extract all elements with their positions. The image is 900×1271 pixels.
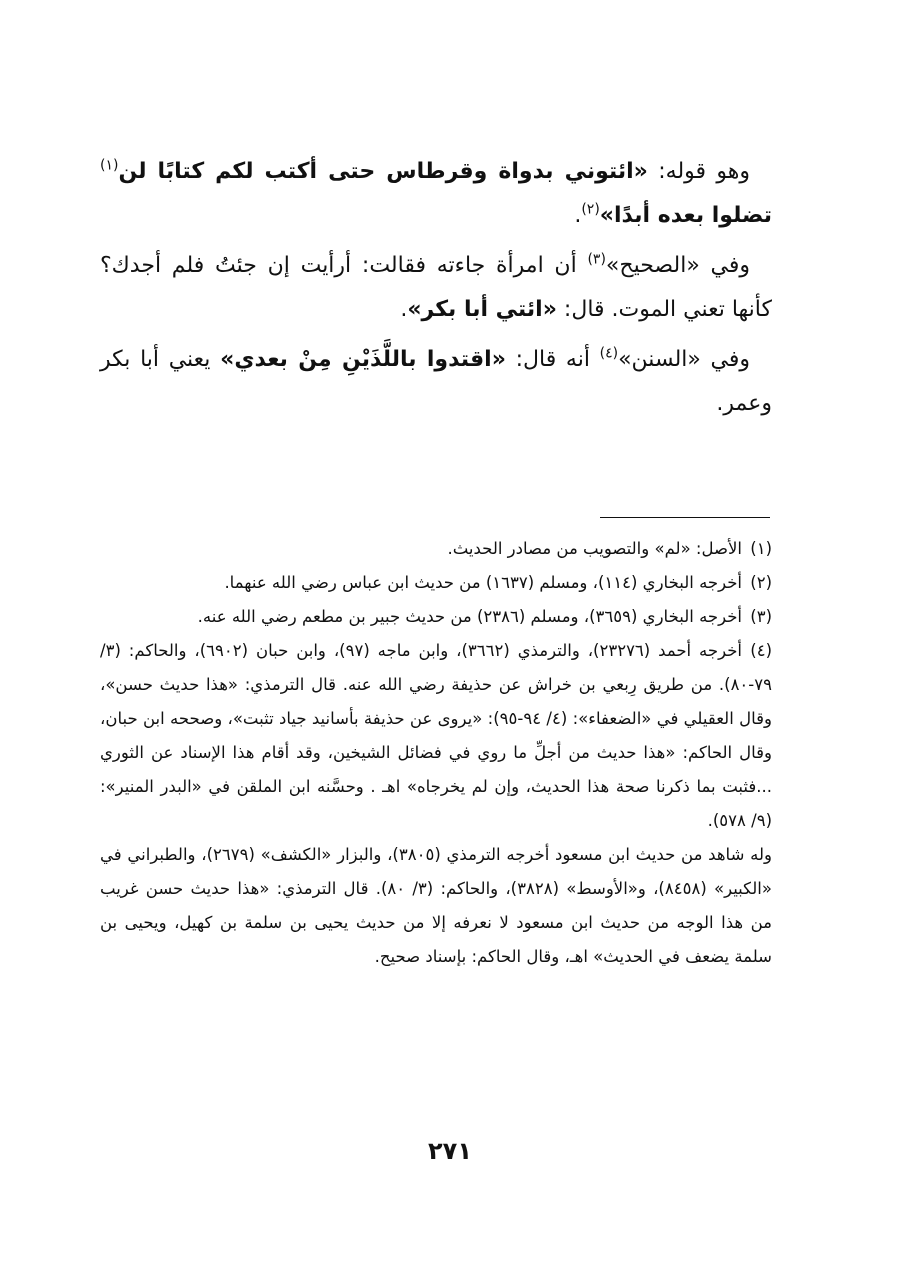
p3-before: وفي «السنن» <box>618 347 750 372</box>
p1-after: . <box>574 203 582 228</box>
footnote-ref-3[interactable]: (٣) <box>587 251 606 268</box>
footnote-4-continuation: وله شاهد من حديث ابن مسعود أخرجه الترمذي (٣٨٠٥)، والبزار «الكشف» (٢٦٧٩)، والطبراني في «الكبير» (٨٤٥٨)، و«الأوسط» (٣٨٢٨)، والحاكم: (٣/ ٨٠). قال الترمذي: «هذا حديث حسن غريب من هذا الوجه من حديث ابن مسعود لا نعرفه إلا من حديث يحيى بن سلمة بن كهيل، ويحيى بن سلمة يضعف في الحديث» اهـ، وقال الحاكم: بإسناد صحيح. <box>100 845 772 966</box>
p3-quote: «اقتدوا باللَّذَيْنِ مِنْ بعدي» <box>220 347 506 372</box>
p1-before: وهو قوله: <box>647 159 750 184</box>
p2-quote: «ائتي أبا بكر» <box>407 297 557 322</box>
footnote-4 <box>100 634 772 838</box>
footnote-1 <box>100 532 772 566</box>
footnote-2 <box>100 566 772 600</box>
footnote-text: أخرجه البخاري (١١٤)، ومسلم (١٦٣٧) من حديث ابن عباس رضي الله عنهما. <box>224 573 742 592</box>
paragraph-2 <box>100 244 772 332</box>
footnote-number: (١) <box>750 539 772 558</box>
footnotes <box>100 532 772 974</box>
footnote-ref-2[interactable]: (٢) <box>581 201 600 218</box>
p2-after: . <box>400 297 408 322</box>
p1-quote-end: تضلوا بعده أبدًا» <box>599 203 772 228</box>
paragraph-1 <box>100 150 772 238</box>
paragraph-3 <box>100 338 772 426</box>
p3-after: يعني أبا بكر وعمر. <box>100 347 772 416</box>
p2-before: وفي «الصحيح» <box>605 253 750 278</box>
footnote-text: أخرجه البخاري (٣٦٥٩)، ومسلم (٢٣٨٦) من حديث جبير بن مطعم رضي الله عنه. <box>197 607 742 626</box>
p2-middle: أن امرأة جاءته فقالت: أرأيت إن جئتُ فلم أجدك؟ كأنها تعني الموت. قال: <box>100 253 772 322</box>
p1-quote: «ائتوني بدواة وقرطاس حتى أكتب لكم كتابًا لن <box>118 159 648 184</box>
footnote-text: الأصل: «لم» والتصويب من مصادر الحديث. <box>447 539 742 558</box>
footnote-text: أخرجه أحمد (٢٣٢٧٦)، والترمذي (٣٦٦٢)، وابن ماجه (٩٧)، وابن حبان (٦٩٠٢)، والحاكم: (٣/ ٧٩-٨٠). من طريق رِبعي بن خراش عن حذيفة رضي الله عنه. قال الترمذي: «هذا حديث حسن»، وقال العقيلي في «الضعفاء»: (٤/ ٩٤-٩٥): «يروى عن حذيفة بأسانيد جياد تثبت»، وصححه ابن حبان، وقال الحاكم: «هذا حديث من أجلِّ ما روي في فضائل الشيخين، وقد أقام هذا الإسناد عن الثوري ...فثبت بما ذكرنا صحة هذا الحديث، وإن لم يخرجاه» اهـ . وحسَّنه ابن الملقن في «البدر المنير»: (٩/ ٥٧٨). <box>100 641 772 830</box>
main-text <box>100 150 772 432</box>
footnote-ref-4[interactable]: (٤) <box>599 345 619 362</box>
footnote-number: (٣) <box>750 607 772 626</box>
p3-middle: أنه قال: <box>505 347 600 372</box>
footnote-number: (٤) <box>750 641 772 660</box>
footnote-3 <box>100 600 772 634</box>
footnote-ref-1[interactable]: (١) <box>100 157 119 174</box>
page-number: ٢٧١ <box>428 1137 472 1165</box>
footnote-separator <box>600 517 770 518</box>
footnote-number: (٢) <box>750 573 772 592</box>
